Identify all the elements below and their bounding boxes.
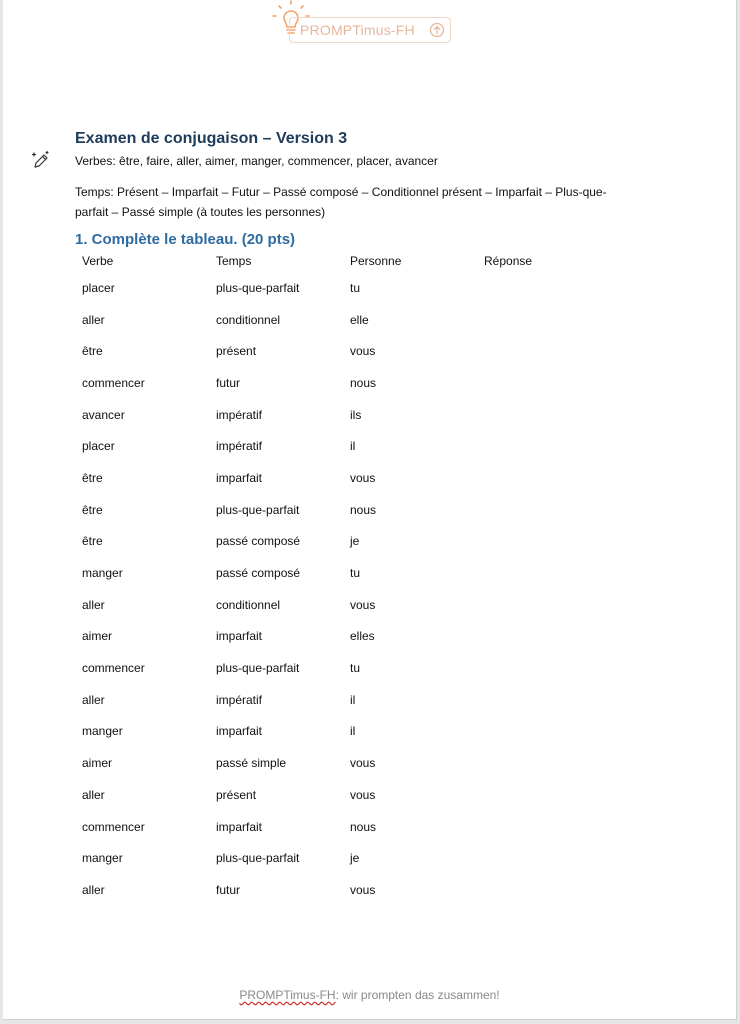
cell-temps: futur <box>216 882 241 897</box>
cell-verbe: aller <box>82 312 105 327</box>
cell-personne: vous <box>350 344 376 359</box>
cell-verbe: être <box>82 534 103 549</box>
cell-personne: vous <box>350 787 376 802</box>
cell-temps: impératif <box>216 407 263 422</box>
cell-temps: présent <box>216 344 257 359</box>
table-row <box>75 557 644 589</box>
cell-personne: elles <box>350 629 375 644</box>
cell-verbe: manger <box>82 851 123 866</box>
cell-temps: présent <box>216 787 257 802</box>
cell-verbe: aller <box>82 597 105 612</box>
table-row <box>75 842 644 874</box>
cell-verbe: être <box>82 502 103 517</box>
cell-personne: tu <box>350 280 361 295</box>
cell-verbe: manger <box>82 724 123 739</box>
table-row <box>75 811 644 843</box>
cell-personne: ils <box>350 407 362 422</box>
cell-reponse[interactable] <box>477 272 644 304</box>
cell-personne: il <box>350 724 356 739</box>
cell-verbe: placer <box>82 439 115 454</box>
table-header-row <box>75 250 644 272</box>
cell-reponse[interactable] <box>477 779 644 811</box>
cell-reponse[interactable] <box>477 526 644 558</box>
cell-reponse[interactable] <box>477 652 644 684</box>
cell-personne: nous <box>350 502 377 517</box>
footer-brand: PROMPTimus-FH <box>239 988 336 1002</box>
logo-box[interactable] <box>289 17 451 43</box>
cell-personne: il <box>350 439 356 454</box>
cell-personne: vous <box>350 597 376 612</box>
cell-personne: vous <box>350 882 376 897</box>
cell-temps: impératif <box>216 692 263 707</box>
document-title: Examen de conjugaison – Version 3 <box>75 130 348 147</box>
cell-reponse[interactable] <box>477 430 644 462</box>
cell-verbe: commencer <box>82 819 145 834</box>
verbs-line: Verbes: être, faire, aller, aimer, manger, commencer, placer, avancer <box>75 154 438 168</box>
cell-verbe: aimer <box>82 629 113 644</box>
table-body <box>75 272 644 906</box>
table-row <box>75 652 644 684</box>
cell-reponse[interactable] <box>477 811 644 843</box>
section-heading: 1. Complète le tableau. (20 pts) <box>75 231 296 248</box>
magic-pen-icon[interactable] <box>31 150 51 170</box>
cell-reponse[interactable] <box>477 621 644 653</box>
cell-reponse[interactable] <box>477 494 644 526</box>
document-content <box>75 128 675 906</box>
table-row <box>75 430 644 462</box>
cell-verbe: aller <box>82 787 105 802</box>
cell-reponse[interactable] <box>477 367 644 399</box>
table-row <box>75 874 644 906</box>
cell-temps: futur <box>216 375 241 390</box>
cell-reponse[interactable] <box>477 557 644 589</box>
cell-reponse[interactable] <box>477 716 644 748</box>
cell-reponse[interactable] <box>477 399 644 431</box>
table-row <box>75 494 644 526</box>
cell-verbe: aller <box>82 882 105 897</box>
cell-temps: imparfait <box>216 629 263 644</box>
table-row <box>75 621 644 653</box>
cell-verbe: avancer <box>82 407 125 422</box>
cell-personne: elle <box>350 312 369 327</box>
table-row <box>75 747 644 779</box>
table-row <box>75 272 644 304</box>
cell-personne: vous <box>350 756 376 771</box>
footer-tagline: : wir prompten das zusammen! <box>335 988 500 1002</box>
cell-reponse[interactable] <box>477 747 644 779</box>
table-row <box>75 589 644 621</box>
cell-personne: nous <box>350 819 377 834</box>
cell-reponse[interactable] <box>477 874 644 906</box>
arrow-up-circle-icon[interactable] <box>429 22 445 38</box>
cell-temps: passé composé <box>216 566 301 581</box>
cell-reponse[interactable] <box>477 684 644 716</box>
column-header-personne: Personne <box>350 254 402 268</box>
table-row <box>75 779 644 811</box>
cell-reponse[interactable] <box>477 335 644 367</box>
temps-line: Temps: Présent – Imparfait – Futur – Passé composé – Conditionnel présent – Imparfait – Plus-que-parfait – Passé simple (à toutes les personnes) <box>75 185 607 219</box>
table-row <box>75 335 644 367</box>
column-header-reponse: Réponse <box>484 254 533 268</box>
cell-temps: imparfait <box>216 819 263 834</box>
cell-personne: je <box>350 851 360 866</box>
cell-reponse[interactable] <box>477 589 644 621</box>
table-row <box>75 462 644 494</box>
cell-temps: plus-que-parfait <box>216 502 300 517</box>
cell-temps: plus-que-parfait <box>216 280 300 295</box>
footer <box>3 988 736 1002</box>
cell-verbe: placer <box>82 280 115 295</box>
cell-temps: passé simple <box>216 756 287 771</box>
table-row <box>75 304 644 336</box>
cell-reponse[interactable] <box>477 304 644 336</box>
cell-verbe: commencer <box>82 661 145 676</box>
cell-personne: je <box>350 534 360 549</box>
document-page <box>3 0 737 1020</box>
cell-verbe: être <box>82 470 103 485</box>
cell-personne: nous <box>350 375 377 390</box>
cell-temps: plus-que-parfait <box>216 661 300 676</box>
logo-text: PROMPTimus-FH <box>300 22 415 38</box>
cell-verbe: manger <box>82 566 123 581</box>
cell-verbe: être <box>82 344 103 359</box>
cell-reponse[interactable] <box>477 462 644 494</box>
header-logo[interactable] <box>271 0 461 48</box>
cell-verbe: commencer <box>82 375 145 390</box>
column-header-verbe: Verbe <box>82 254 114 268</box>
conjugation-table <box>75 250 644 906</box>
column-header-temps: Temps <box>216 254 252 268</box>
cell-personne: tu <box>350 566 361 581</box>
cell-verbe: aimer <box>82 756 113 771</box>
table-row <box>75 716 644 748</box>
cell-temps: conditionnel <box>216 312 281 327</box>
cell-temps: plus-que-parfait <box>216 851 300 866</box>
table-row <box>75 367 644 399</box>
cell-temps: imparfait <box>216 724 263 739</box>
cell-reponse[interactable] <box>477 842 644 874</box>
table-row <box>75 684 644 716</box>
cell-personne: il <box>350 692 356 707</box>
cell-verbe: aller <box>82 692 105 707</box>
table-row <box>75 526 644 558</box>
cell-personne: tu <box>350 661 361 676</box>
cell-temps: passé composé <box>216 534 301 549</box>
table-row <box>75 399 644 431</box>
cell-temps: impératif <box>216 439 263 454</box>
cell-temps: imparfait <box>216 470 263 485</box>
cell-personne: vous <box>350 470 376 485</box>
cell-temps: conditionnel <box>216 597 281 612</box>
